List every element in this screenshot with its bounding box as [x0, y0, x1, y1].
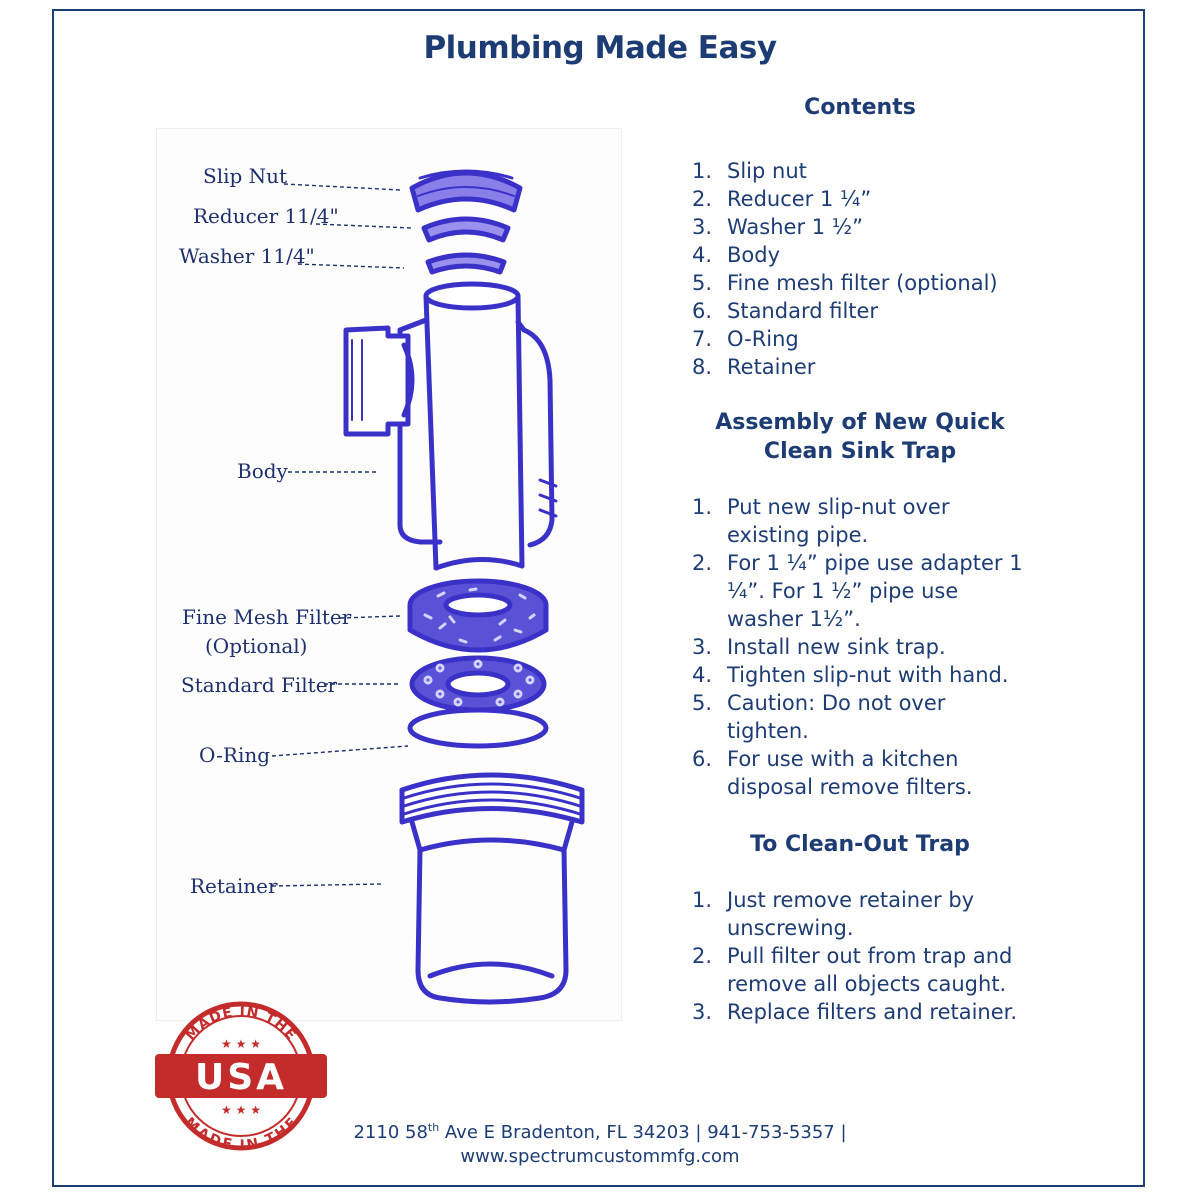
- o-ring-part: [410, 710, 546, 746]
- cleanout-step-item: [692, 886, 1032, 942]
- label-standard-filter: Standard Filter: [181, 673, 338, 697]
- cleanout-step-item-number: 3.: [692, 1000, 713, 1024]
- assembly-step-item: [692, 661, 1032, 689]
- assembly-step-item: [692, 745, 1032, 801]
- cleanout-step-item: [692, 998, 1032, 1026]
- assembly-step-item-number: 5.: [692, 691, 713, 715]
- contents-item-text: Washer 1 ½”: [727, 215, 864, 239]
- contents-item: [692, 185, 1052, 213]
- assembly-step-item: [692, 549, 1032, 633]
- assembly-step-item-number: 4.: [692, 663, 713, 687]
- contents-item-number: 2.: [692, 187, 713, 211]
- label-optional: (Optional): [205, 634, 308, 658]
- assembly-heading-line2: Clean Sink Trap: [763, 439, 957, 464]
- seal-stars-bottom: ★ ★ ★: [221, 1103, 261, 1117]
- assembly-step-item-text: Tighten slip-nut with hand.: [727, 663, 1009, 687]
- contents-item-text: Reducer 1 ¼”: [727, 187, 872, 211]
- assembly-step-item: [692, 633, 1032, 661]
- assembly-step-item-number: 1.: [692, 495, 713, 519]
- retainer-part: [402, 775, 582, 1002]
- address-rest: Ave E Bradenton, FL 34203 | 941-753-5357 |: [439, 1122, 847, 1143]
- assembly-step-item-number: 3.: [692, 635, 713, 659]
- seal-usa-text: USA: [194, 1057, 288, 1098]
- contents-item-text: Slip nut: [727, 159, 807, 183]
- label-retainer: Retainer: [190, 874, 278, 898]
- slip-nut-part: [412, 171, 520, 210]
- contents-item-number: 3.: [692, 215, 713, 239]
- contents-item: [692, 269, 1052, 297]
- contents-item-text: Standard filter: [727, 299, 879, 323]
- fine-mesh-filter-part: [410, 581, 546, 650]
- cleanout-step-item-number: 2.: [692, 944, 713, 968]
- seal-stars-top: ★ ★ ★: [221, 1037, 261, 1051]
- address-ordinal: th: [427, 1121, 440, 1134]
- label-body: Body: [237, 459, 288, 483]
- label-washer: Washer 11/4": [179, 244, 315, 268]
- contents-item-number: 1.: [692, 159, 713, 183]
- cleanout-step-item-text: Just remove retainer by unscrewing.: [727, 888, 975, 940]
- contents-item-number: 8.: [692, 355, 713, 379]
- cleanout-heading: To Clean-Out Trap: [750, 832, 970, 857]
- contents-item: [692, 325, 1052, 353]
- label-o-ring: O-Ring: [199, 743, 271, 767]
- footer-website[interactable]: www.spectrumcustommfg.com: [460, 1146, 740, 1167]
- body-part: [346, 284, 556, 568]
- assembly-step-item-text: For 1 ¼” pipe use adapter 1 ¼”. For 1 ½” pipe use washer 1½”.: [727, 551, 1023, 631]
- contents-item-text: Retainer: [727, 355, 816, 379]
- seal-top-text: MADE IN THE: [182, 1003, 300, 1044]
- contents-item-number: 4.: [692, 243, 713, 267]
- cleanout-step-item: [692, 942, 1032, 998]
- address-street-number: 2110 58: [353, 1122, 428, 1143]
- contents-item-text: O-Ring: [727, 327, 799, 351]
- assembly-step-item: [692, 493, 1032, 549]
- contents-item: [692, 241, 1052, 269]
- label-slip-nut: Slip Nut: [203, 164, 288, 188]
- reducer-part: [424, 219, 508, 240]
- contents-item: [692, 353, 1052, 381]
- contents-item: [692, 213, 1052, 241]
- assembly-step-item-number: 6.: [692, 747, 713, 771]
- cleanout-steps-list: [692, 886, 1032, 1026]
- cleanout-step-item-text: Pull filter out from trap and remove all objects caught.: [727, 944, 1013, 996]
- contents-item: [692, 157, 1052, 185]
- contents-item-number: 5.: [692, 271, 713, 295]
- assembly-step-item: [692, 689, 1032, 745]
- assembly-steps-list: [692, 493, 1032, 801]
- standard-filter-part: [412, 658, 544, 710]
- assembly-step-item-text: For use with a kitchen disposal remove filters.: [727, 747, 973, 799]
- assembly-step-item-text: Caution: Do not over tighten.: [727, 691, 946, 743]
- footer-address: [0, 1121, 1200, 1143]
- contents-heading: Contents: [804, 95, 916, 120]
- contents-item-number: 6.: [692, 299, 713, 323]
- label-reducer: Reducer 11/4": [193, 204, 339, 228]
- cleanout-step-item-number: 1.: [692, 888, 713, 912]
- contents-item: [692, 297, 1052, 325]
- assembly-step-item-text: Install new sink trap.: [727, 635, 946, 659]
- contents-item-text: Body: [727, 243, 781, 267]
- washer-part: [428, 255, 504, 272]
- seal-bottom-text: MADE IN THE: [181, 1114, 302, 1152]
- page-title: Plumbing Made Easy: [423, 30, 777, 66]
- contents-item-text: Fine mesh filter (optional): [727, 271, 998, 295]
- assembly-step-item-text: Put new slip-nut over existing pipe.: [727, 495, 950, 547]
- assembly-heading: [700, 408, 1020, 466]
- contents-list: [692, 157, 1052, 381]
- assembly-step-item-number: 2.: [692, 551, 713, 575]
- contents-item-number: 7.: [692, 327, 713, 351]
- label-fine-mesh-filter: Fine Mesh Filter: [182, 605, 352, 629]
- cleanout-step-item-text: Replace filters and retainer.: [727, 1000, 1018, 1024]
- assembly-heading-line1: Assembly of New Quick: [715, 410, 1005, 435]
